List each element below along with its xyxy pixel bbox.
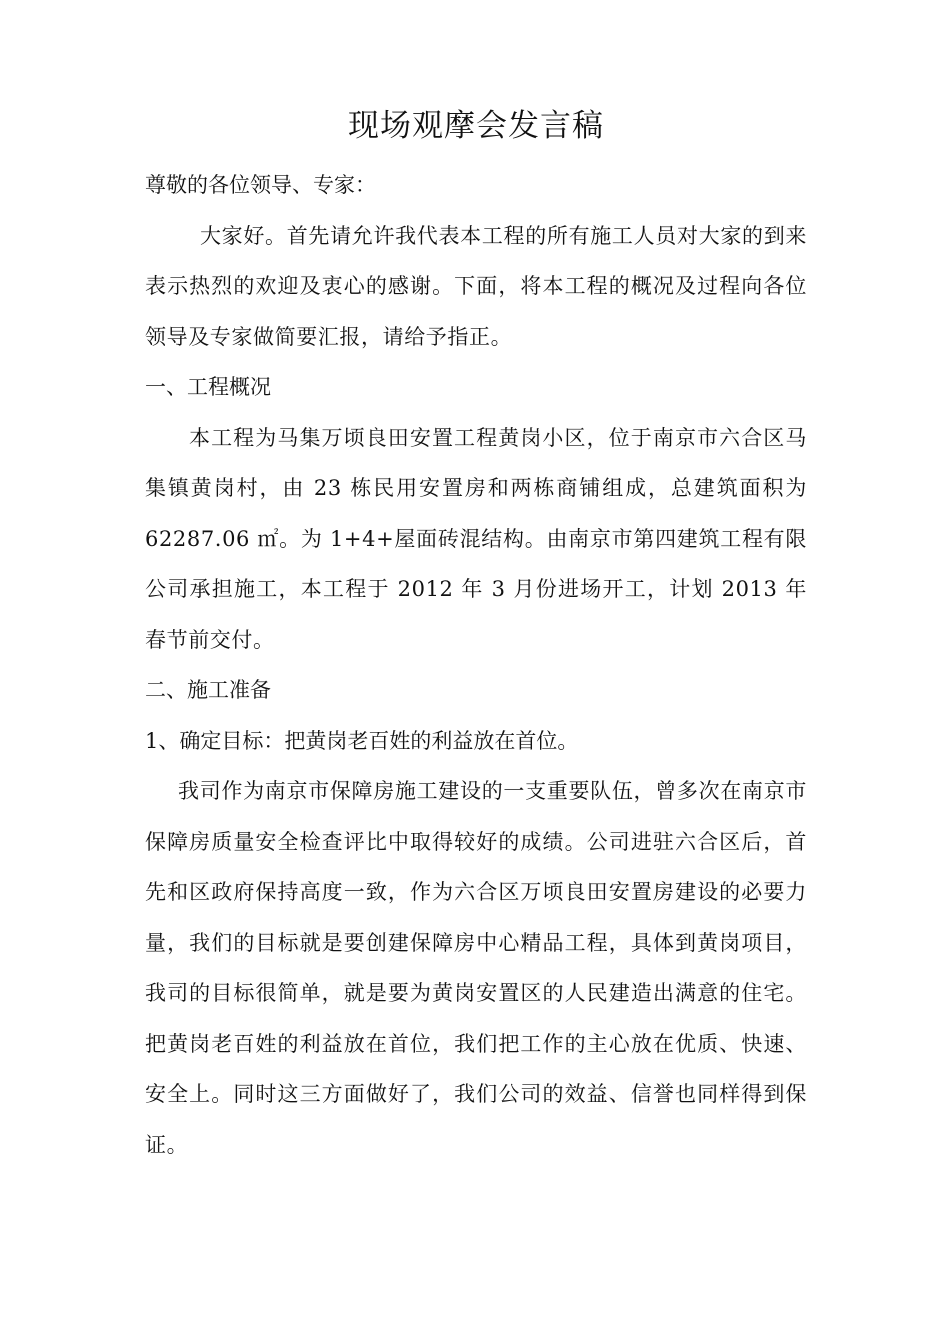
greeting-paragraph: 大家好。首先请允许我代表本工程的所有施工人员对大家的到来表示热烈的欢迎及衷心的感谢。下面，将本工程的概况及过程向各位领导及专家做简要汇报，请给予指正。	[145, 223, 807, 349]
subsection-heading-goal: 1、确定目标：把黄岗老百姓的利益放在首位。	[145, 728, 579, 753]
document-title: 现场观摩会发言稿	[348, 108, 604, 144]
section-heading-preparation: 二、施工准备	[145, 678, 271, 702]
goal-paragraph: 我司作为南京市保障房施工建设的一支重要队伍，曾多次在南京市保障房质量安全检查评比中取得较好的成绩。公司进驻六合区后，首先和区政府保持高度一致，作为六合区万顷良田安置房建设的必要力量，我们的目标就是要创建保障房中心精品工程，具体到黄岗项目，我司的目标很简单，就是要为黄岗安置区的人民建造出满意的住宅。把黄岗老百姓的利益放在首位，我们把工作的主心放在优质、快速、安全上。同时这三方面做好了，我们公司的效益、信誉也同样得到保证。	[145, 779, 807, 1157]
salutation: 尊敬的各位领导、专家：	[145, 173, 376, 197]
document-body	[145, 104, 807, 1170]
section-heading-overview: 一、工程概况	[145, 375, 271, 399]
overview-paragraph: 本工程为马集万顷良田安置工程黄岗小区，位于南京市六合区马集镇黄岗村，由 23 栋民用安置房和两栋商铺组成，总建筑面积为 62287.06 ㎡。为 1+4+屋面砖混结构。由南京市第四建筑工程有限公司承担施工，本工程于 2012 年 3 月份进场开工，计划 2013 年春节前交付。	[145, 425, 807, 652]
